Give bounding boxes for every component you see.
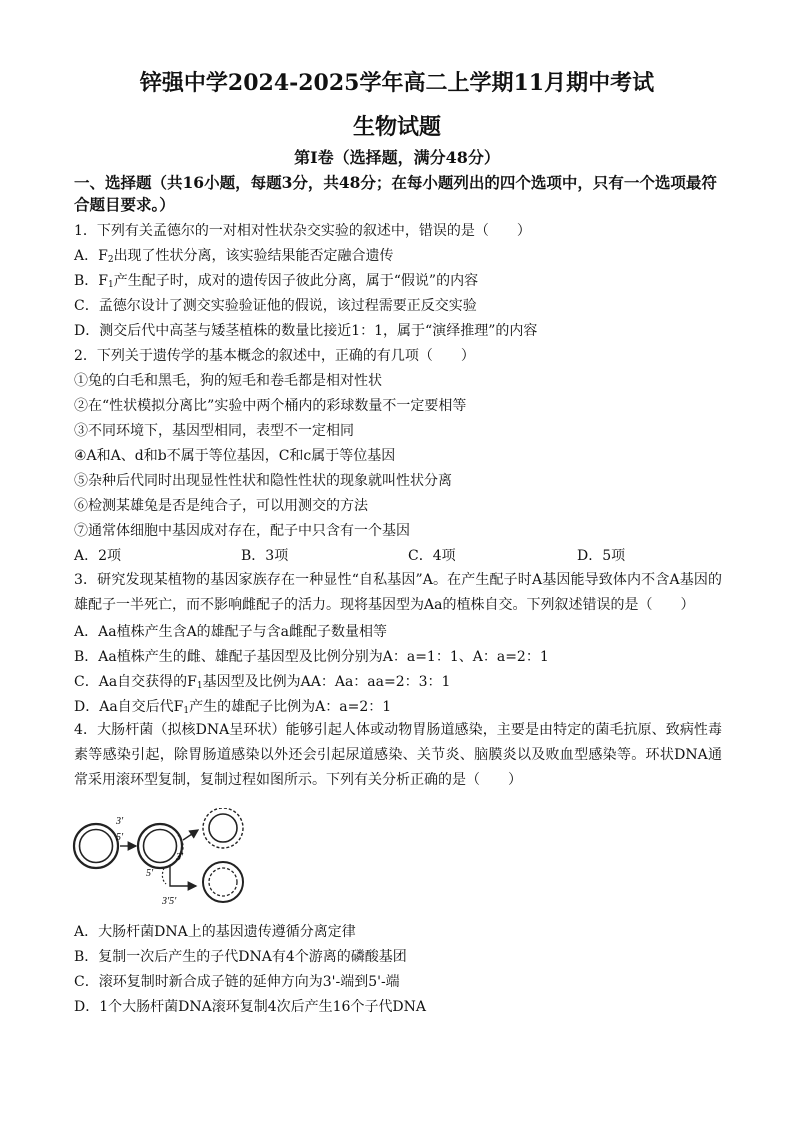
subject-title: 生物试题 [352,114,441,140]
daughter-dna-circle [203,808,243,848]
q3-stem: 3．研究发现某植物的基因家族存在一种显性“自私基因”A。在产生配子时A基因能导致体内不含A基因的雄配子一半死亡，而不影响雌配子的活力。现将基因型为Aa的植株自交。下列叙述错误的是（ ） [74,572,722,613]
strand-end-label: 3' [176,852,184,863]
q1-stem: 1．下列有关孟德尔的一对相对性状杂交实验的叙述中，错误的是（ ） [74,223,531,239]
q2-option-a: A．2项 [74,548,122,564]
q2-item: ⑤杂种后代同时出现显性性状和隐性性状的现象就叫性状分离 [74,473,452,489]
daughter-dna-circle [203,862,243,902]
q3-option-b: B．Aa植株产生的雌、雄配子基因型及比例分别为A：a=1：1、A：a=2：1 [74,649,549,665]
q2-option-c: C．4项 [408,548,456,564]
q4-stem: 4．大肠杆菌（拟核DNA呈环状）能够引起人体或动物胃肠道感染，主要是由特定的菌毛抗原、致病性毒素等感染引起，除胃肠道感染以外还会引起尿道感染、关节炎、脑膜炎以及败血型感染等。环状DNA通常采用滚环型复制，复制过程如图所示。下列有关分析正确的是（ ） [74,722,722,788]
q2-stem: 2．下列关于遗传学的基本概念的叙述中，正确的有几项（ ） [74,348,475,364]
parent-dna-circle [74,824,118,868]
step-arrow [170,866,196,886]
q2-item: ④A和A、d和b不属于等位基因，C和c属于等位基因 [74,448,396,464]
q2-item: ⑦通常体细胞中基因成对存在，配子中只含有一个基因 [74,523,410,539]
strand-end-label: 5' [146,868,154,879]
q1-option-b: B．$F_1$产生配子时，成对的遗传因子彼此分离，属于“假说”的内容 [74,273,479,290]
q4-option-c: C．滚环复制时新合成子链的延伸方向为3'-端到5'-端 [74,974,400,990]
q1-option-a: A．$F_2$出现了性状分离，该实验结果能否定融合遗传 [74,248,394,265]
q3-option-a: A．Aa植株产生含A的雄配子与含a雌配子数量相等 [74,624,388,640]
q4-option-b: B．复制一次后产生的子代DNA有4个游离的磷酸基团 [74,949,407,965]
step-arrow [183,830,198,840]
q2-option-b: B．3项 [241,548,289,564]
exam-title: 锌强中学2024-2025学年高二上学期11月期中考试 [139,70,655,96]
q2-item: ②在“性状模拟分离比”实验中两个桶内的彩球数量不一定要相等 [74,398,467,414]
q4-option-a: A．大肠杆菌DNA上的基因遗传遵循分离定律 [74,924,356,940]
q3-option-d: D．Aa自交后代$F_1$产生的雄配子比例为A：a=2：1 [74,699,392,716]
part-title: 第Ⅰ卷（选择题，满分48分） [294,148,500,167]
q2-item: ⑥检测某雄兔是否是纯合子，可以用测交的方法 [74,498,368,514]
q1-option-d: D．测交后代中高茎与矮茎植株的数量比接近1：1，属于“演绎推理”的内容 [74,323,538,339]
q2-item: ①兔的白毛和黑毛，狗的短毛和卷毛都是相对性状 [74,373,382,389]
q2-option-d: D．5项 [577,548,626,564]
strand-end-label: 3'5' [162,896,177,907]
q1-option-c: C．孟德尔设计了测交实验验证他的假说，该过程需要正反交实验 [74,298,477,314]
strand-end-label: 5' [116,832,124,843]
q2-item: ③不同环境下，基因型相同，表型不一定相同 [74,423,354,439]
q3-option-c: C．Aa自交获得的$F_1$基因型及比例为AA：Aa：aa=2：3：1 [74,674,451,691]
rolling-circle-replication-figure [70,808,270,914]
section-heading: 一、选择题（共16小题，每题3分，共48分；在每小题列出的四个选项中，只有一个选项最符合题目要求。） [74,173,717,214]
q4-option-d: D．1个大肠杆菌DNA滚环复制4次后产生16个子代DNA [74,999,427,1015]
strand-end-label: 3' [116,816,124,827]
